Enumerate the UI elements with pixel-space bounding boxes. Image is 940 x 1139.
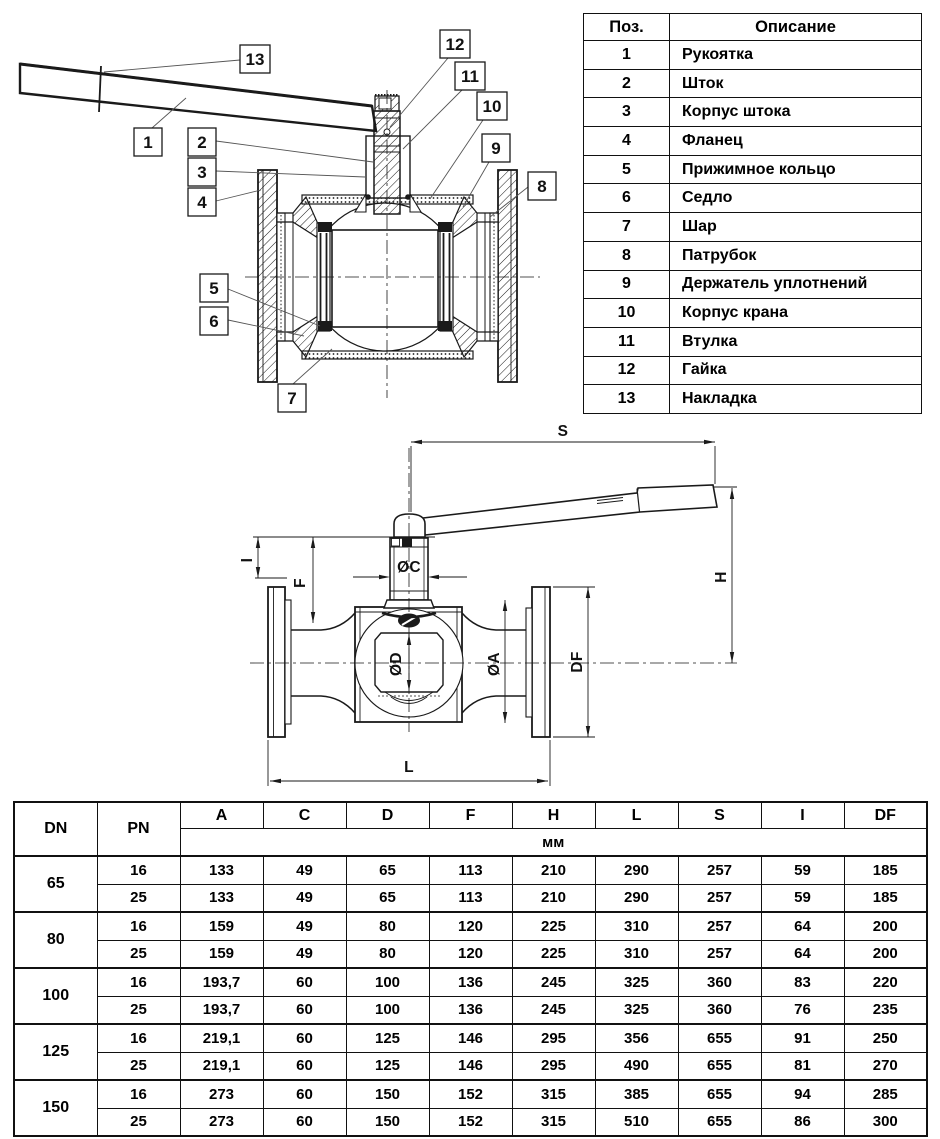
dims-row — [14, 884, 927, 912]
value-cell: 133 — [180, 856, 263, 884]
value-cell: 315 — [512, 1108, 595, 1136]
parts-row — [584, 327, 922, 356]
dim-h — [713, 487, 737, 663]
callout-2 — [188, 128, 216, 156]
callout-5 — [200, 274, 228, 302]
svg-text:10: 10 — [482, 97, 502, 116]
part-pos: 7 — [584, 213, 670, 242]
dim-flange-left — [268, 587, 291, 737]
svg-text:4: 4 — [197, 193, 207, 212]
part-pos: 3 — [584, 98, 670, 127]
callout-6 — [200, 307, 228, 335]
value-cell: 125 — [346, 1052, 429, 1080]
dims-row — [14, 1052, 927, 1080]
value-cell: 159 — [180, 912, 263, 940]
value-cell: 285 — [844, 1080, 927, 1108]
dn-cell: 100 — [14, 968, 97, 1024]
parts-row — [584, 213, 922, 242]
part-desc: Прижимное кольцо — [670, 155, 922, 184]
value-cell: 64 — [761, 940, 844, 968]
value-cell: 225 — [512, 912, 595, 940]
callout-4 — [188, 188, 216, 216]
value-cell: 200 — [844, 912, 927, 940]
part-pos: 12 — [584, 356, 670, 385]
parts-row — [584, 155, 922, 184]
value-cell: 83 — [761, 968, 844, 996]
body-bottom-cover — [302, 351, 473, 359]
parts-row — [584, 127, 922, 156]
parts-row — [584, 299, 922, 328]
dn-cell: 125 — [14, 1024, 97, 1080]
part-desc: Накладка — [670, 385, 922, 414]
svg-text:9: 9 — [491, 139, 501, 158]
svg-text:ØC: ØC — [397, 559, 421, 576]
parts-row — [584, 98, 922, 127]
part-pos: 2 — [584, 69, 670, 98]
value-cell: 91 — [761, 1024, 844, 1052]
part-desc: Шток — [670, 69, 922, 98]
part-desc: Держатель уплотнений — [670, 270, 922, 299]
value-cell: 49 — [263, 884, 346, 912]
dims-col-header: D — [346, 802, 429, 829]
value-cell: 60 — [263, 1024, 346, 1052]
parts-table — [583, 13, 922, 414]
handle-hub — [394, 514, 425, 537]
svg-text:13: 13 — [245, 50, 265, 69]
svg-text:2: 2 — [197, 133, 207, 152]
parts-row — [584, 270, 922, 299]
dim-a — [486, 600, 507, 723]
value-cell: 59 — [761, 884, 844, 912]
value-cell: 655 — [678, 1024, 761, 1052]
value-cell: 655 — [678, 1108, 761, 1136]
dims-col-header: DN — [14, 802, 97, 856]
value-cell: 310 — [595, 940, 678, 968]
value-cell: 113 — [429, 884, 512, 912]
svg-text:8: 8 — [537, 177, 547, 196]
callout-11 — [455, 62, 485, 90]
value-cell: 100 — [346, 996, 429, 1024]
value-cell: 185 — [844, 856, 927, 884]
parts-row — [584, 385, 922, 414]
part-desc: Корпус крана — [670, 299, 922, 328]
value-cell: 295 — [512, 1052, 595, 1080]
value-cell: 360 — [678, 968, 761, 996]
dim-i — [239, 537, 287, 578]
part-pos: 5 — [584, 155, 670, 184]
value-cell: 490 — [595, 1052, 678, 1080]
value-cell: 245 — [512, 968, 595, 996]
pn-cell: 25 — [97, 1108, 180, 1136]
dims-row — [14, 856, 927, 884]
value-cell: 655 — [678, 1080, 761, 1108]
svg-text:S: S — [557, 423, 569, 440]
value-cell: 59 — [761, 856, 844, 884]
svg-text:5: 5 — [209, 279, 219, 298]
callout-12 — [440, 30, 470, 58]
dims-row — [14, 996, 927, 1024]
part-desc: Корпус штока — [670, 98, 922, 127]
value-cell: 80 — [346, 912, 429, 940]
value-cell: 94 — [761, 1080, 844, 1108]
dn-cell: 150 — [14, 1080, 97, 1136]
part-pos: 8 — [584, 241, 670, 270]
value-cell: 235 — [844, 996, 927, 1024]
svg-text:6: 6 — [209, 312, 219, 331]
value-cell: 210 — [512, 856, 595, 884]
dims-table-body — [14, 856, 927, 1136]
value-cell: 193,7 — [180, 968, 263, 996]
value-cell: 65 — [346, 884, 429, 912]
value-cell: 60 — [263, 1052, 346, 1080]
dn-cell: 80 — [14, 912, 97, 968]
dims-col-header: A — [180, 802, 263, 829]
dim-df — [553, 587, 595, 737]
pn-cell: 25 — [97, 1052, 180, 1080]
svg-text:L: L — [404, 759, 414, 776]
value-cell: 257 — [678, 884, 761, 912]
value-cell: 273 — [180, 1108, 263, 1136]
dims-col-header: F — [429, 802, 512, 829]
svg-text:1: 1 — [143, 133, 153, 152]
value-cell: 210 — [512, 884, 595, 912]
value-cell: 257 — [678, 856, 761, 884]
value-cell: 136 — [429, 968, 512, 996]
value-cell: 150 — [346, 1080, 429, 1108]
value-cell: 60 — [263, 968, 346, 996]
value-cell: 250 — [844, 1024, 927, 1052]
value-cell: 356 — [595, 1024, 678, 1052]
value-cell: 220 — [844, 968, 927, 996]
dims-col-header: PN — [97, 802, 180, 856]
flange-left — [258, 170, 285, 382]
value-cell: 385 — [595, 1080, 678, 1108]
value-cell: 60 — [263, 1108, 346, 1136]
svg-text:7: 7 — [287, 389, 297, 408]
svg-text:ØA: ØA — [486, 652, 503, 676]
value-cell: 49 — [263, 912, 346, 940]
value-cell: 120 — [429, 912, 512, 940]
part-desc: Рукоятка — [670, 41, 922, 70]
flange-right — [490, 170, 517, 382]
svg-text:12: 12 — [445, 35, 465, 54]
pn-cell: 16 — [97, 1080, 180, 1108]
dims-row — [14, 968, 927, 996]
value-cell: 81 — [761, 1052, 844, 1080]
value-cell: 60 — [263, 996, 346, 1024]
parts-header-pos: Поз. — [584, 14, 670, 41]
parts-row — [584, 41, 922, 70]
dims-col-header: C — [263, 802, 346, 829]
value-cell: 290 — [595, 856, 678, 884]
dims-row — [14, 940, 927, 968]
dims-row — [14, 912, 927, 940]
value-cell: 325 — [595, 968, 678, 996]
value-cell: 219,1 — [180, 1024, 263, 1052]
value-cell: 310 — [595, 912, 678, 940]
value-cell: 510 — [595, 1108, 678, 1136]
value-cell: 150 — [346, 1108, 429, 1136]
value-cell: 146 — [429, 1052, 512, 1080]
valve-section-drawing — [0, 0, 580, 430]
parts-row — [584, 69, 922, 98]
part-desc: Втулка — [670, 327, 922, 356]
parts-header-row — [584, 14, 922, 41]
svg-text:ØD: ØD — [388, 652, 405, 676]
dims-col-header: I — [761, 802, 844, 829]
handle — [20, 64, 376, 131]
value-cell: 146 — [429, 1024, 512, 1052]
value-cell: 49 — [263, 940, 346, 968]
value-cell: 270 — [844, 1052, 927, 1080]
dims-row — [14, 1080, 927, 1108]
valve-dimension-drawing — [225, 420, 745, 790]
part-desc: Фланец — [670, 127, 922, 156]
pn-cell: 16 — [97, 856, 180, 884]
dim-handle — [423, 485, 717, 535]
callout-1 — [134, 128, 162, 156]
dims-col-header: H — [512, 802, 595, 829]
dims-col-header: DF — [844, 802, 927, 829]
pn-cell: 16 — [97, 1024, 180, 1052]
value-cell: 80 — [346, 940, 429, 968]
value-cell: 49 — [263, 856, 346, 884]
value-cell: 219,1 — [180, 1052, 263, 1080]
value-cell: 133 — [180, 884, 263, 912]
value-cell: 152 — [429, 1080, 512, 1108]
value-cell: 273 — [180, 1080, 263, 1108]
value-cell: 185 — [844, 884, 927, 912]
part-pos: 9 — [584, 270, 670, 299]
value-cell: 655 — [678, 1052, 761, 1080]
unit-cell: мм — [180, 829, 927, 857]
value-cell: 325 — [595, 996, 678, 1024]
dims-header-row — [14, 802, 927, 829]
callout-9 — [482, 134, 510, 162]
value-cell: 100 — [346, 968, 429, 996]
value-cell: 125 — [346, 1024, 429, 1052]
pn-cell: 16 — [97, 968, 180, 996]
part-pos: 4 — [584, 127, 670, 156]
parts-row — [584, 184, 922, 213]
pn-cell: 25 — [97, 940, 180, 968]
part-pos: 1 — [584, 41, 670, 70]
ball-bore — [332, 230, 438, 327]
value-cell: 193,7 — [180, 996, 263, 1024]
part-pos: 11 — [584, 327, 670, 356]
dims-col-header: S — [678, 802, 761, 829]
dims-row — [14, 1108, 927, 1136]
part-pos: 6 — [584, 184, 670, 213]
parts-table-body — [584, 41, 922, 414]
callout-7 — [278, 384, 306, 412]
part-desc: Гайка — [670, 356, 922, 385]
svg-text:F: F — [292, 578, 309, 588]
part-desc: Шар — [670, 213, 922, 242]
part-pos: 13 — [584, 385, 670, 414]
value-cell: 290 — [595, 884, 678, 912]
value-cell: 120 — [429, 940, 512, 968]
pn-cell: 16 — [97, 912, 180, 940]
svg-text:DF: DF — [569, 651, 586, 673]
value-cell: 86 — [761, 1108, 844, 1136]
value-cell: 136 — [429, 996, 512, 1024]
value-cell: 159 — [180, 940, 263, 968]
svg-text:H: H — [713, 571, 730, 583]
parts-header-desc: Описание — [670, 14, 922, 41]
svg-text:3: 3 — [197, 163, 207, 182]
value-cell: 152 — [429, 1108, 512, 1136]
dn-cell: 65 — [14, 856, 97, 912]
callout-3 — [188, 158, 216, 186]
part-desc: Патрубок — [670, 241, 922, 270]
callout-10 — [477, 92, 507, 120]
value-cell: 200 — [844, 940, 927, 968]
value-cell: 225 — [512, 940, 595, 968]
callout-8 — [528, 172, 556, 200]
svg-text:11: 11 — [461, 67, 479, 86]
value-cell: 60 — [263, 1080, 346, 1108]
value-cell: 76 — [761, 996, 844, 1024]
value-cell: 65 — [346, 856, 429, 884]
pn-cell: 25 — [97, 996, 180, 1024]
part-pos: 10 — [584, 299, 670, 328]
value-cell: 295 — [512, 1024, 595, 1052]
dims-col-header: L — [595, 802, 678, 829]
dims-row — [14, 1024, 927, 1052]
parts-row — [584, 241, 922, 270]
value-cell: 315 — [512, 1080, 595, 1108]
value-cell: 360 — [678, 996, 761, 1024]
dim-flange-right — [526, 587, 550, 737]
value-cell: 300 — [844, 1108, 927, 1136]
parts-row — [584, 356, 922, 385]
dim-l — [268, 740, 550, 786]
value-cell: 64 — [761, 912, 844, 940]
value-cell: 257 — [678, 912, 761, 940]
svg-text:I: I — [239, 557, 256, 563]
callout-13 — [240, 45, 270, 73]
pn-cell: 25 — [97, 884, 180, 912]
part-desc: Седло — [670, 184, 922, 213]
dimensions-table — [13, 801, 928, 1137]
value-cell: 257 — [678, 940, 761, 968]
value-cell: 113 — [429, 856, 512, 884]
value-cell: 245 — [512, 996, 595, 1024]
